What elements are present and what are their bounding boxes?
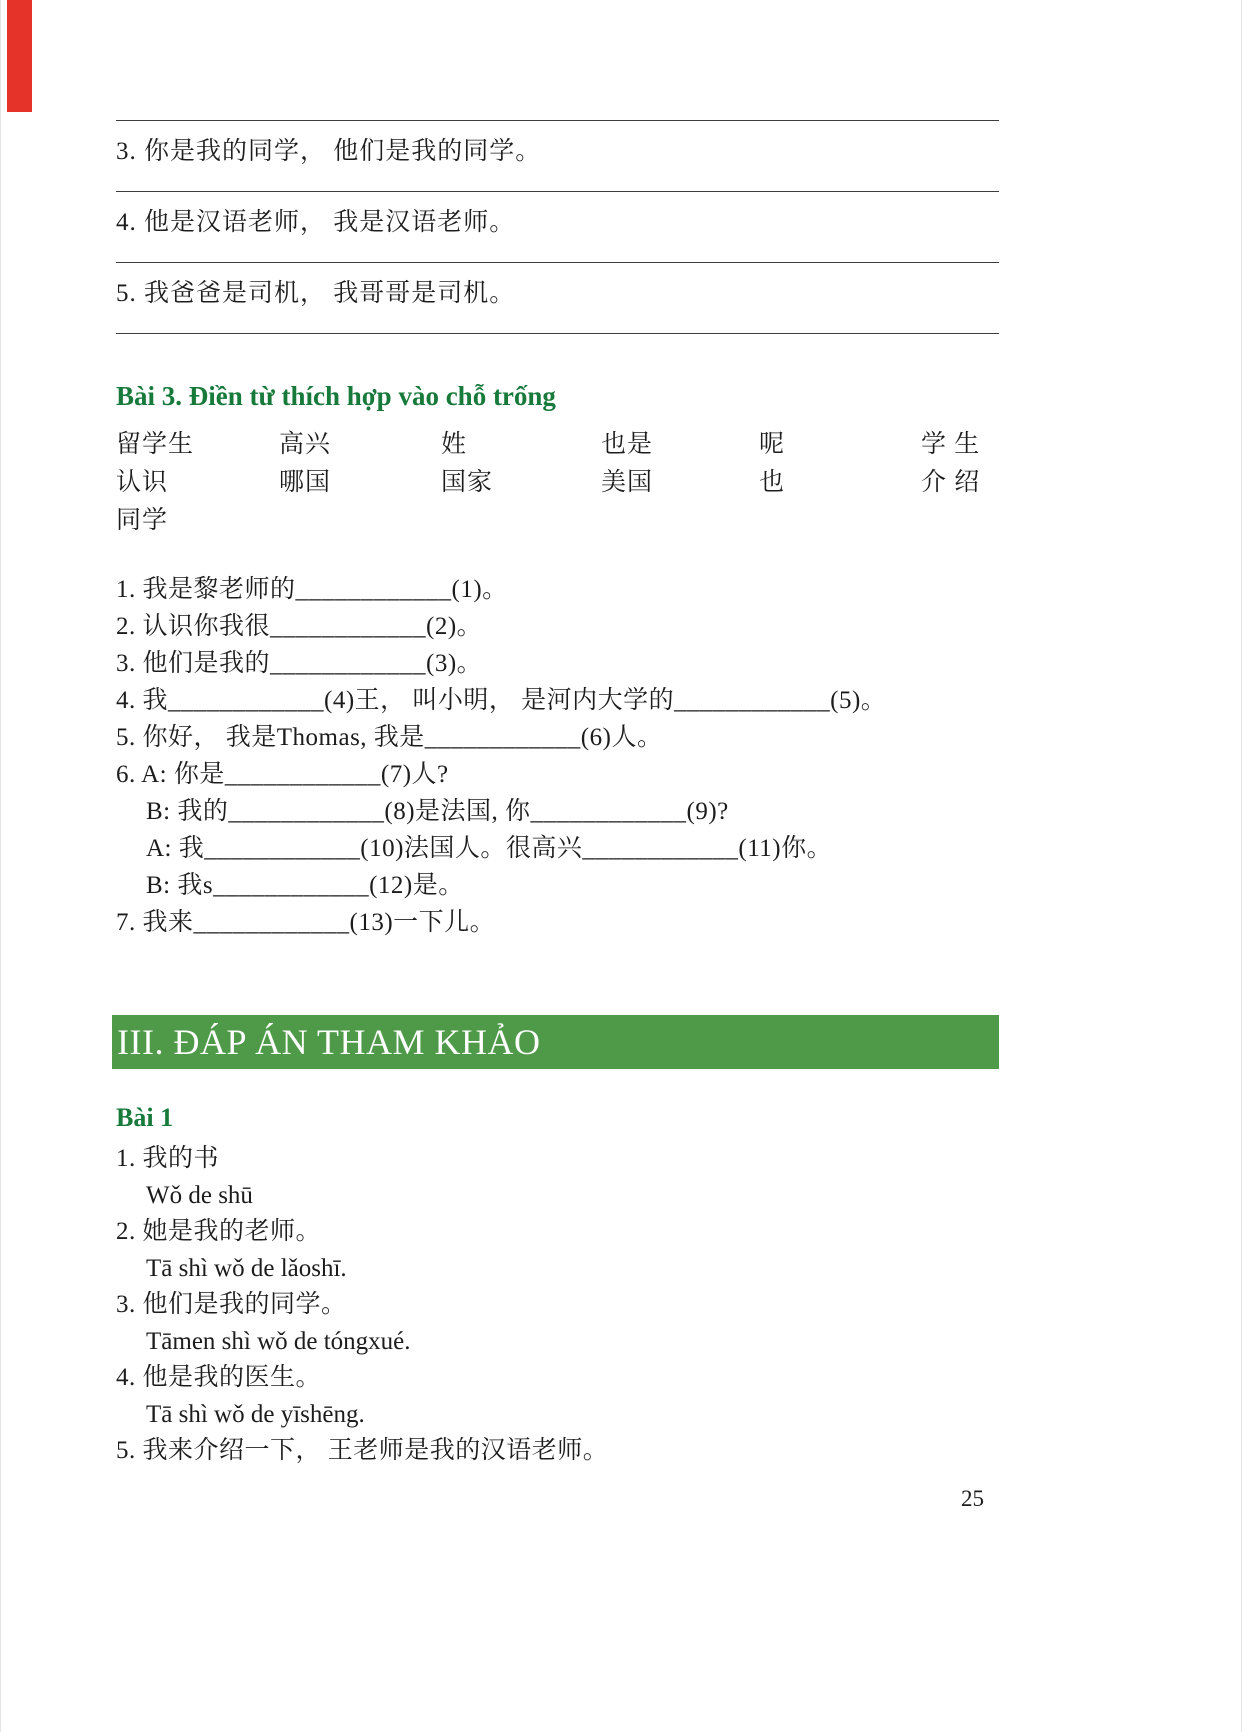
answer-blank-line [116, 120, 999, 121]
answer-key-banner: III. ĐÁP ÁN THAM KHẢO [112, 1015, 999, 1069]
word-bank-cell: 同学 [116, 507, 169, 534]
fill-in-blank-line: A: 我____________(10)法国人。很高兴____________(11)你。 [146, 835, 833, 862]
word-bank-cell: 也是 [601, 431, 654, 458]
word-bank-cell: 留学生 [116, 431, 195, 458]
fill-in-blank-line: B: 我的____________(8)是法国, 你____________(9)? [146, 798, 729, 825]
answer-blank-line [116, 333, 999, 334]
answer-chinese: 1. 我的书 [116, 1145, 220, 1172]
word-bank-cell: 认识 [116, 469, 169, 496]
word-bank-cell: 呢 [759, 431, 786, 458]
answer-chinese: 5. 我来介绍一下， 王老师是我的汉语老师。 [116, 1437, 609, 1464]
answer-chinese: 2. 她是我的老师。 [116, 1218, 322, 1245]
fill-in-blank-line: 2. 认识你我很____________(2)。 [116, 613, 483, 640]
answer-chinese: 4. 他是我的医生。 [116, 1364, 322, 1391]
bai1-section-heading: Bài 1 [116, 1103, 174, 1132]
page-number: 25 [961, 1486, 984, 1511]
word-bank-cell: 美国 [601, 469, 654, 496]
answer-list [116, 1141, 999, 1470]
answer-pinyin: Tāmen shì wǒ de tóngxué. [146, 1327, 411, 1355]
exercise-sentence: 4. 他是汉语老师， 我是汉语老师。 [116, 209, 516, 236]
fill-in-blank-line: 3. 他们是我的____________(3)。 [116, 650, 483, 677]
answer-chinese: 3. 他们是我的同学。 [116, 1291, 347, 1318]
word-bank-cell: 高兴 [279, 431, 332, 458]
answer-pinyin: Tā shì wǒ de yīshēng. [146, 1400, 365, 1428]
answer-blank-line [116, 262, 999, 263]
fill-in-blank-line: 5. 你好， 我是Thomas, 我是____________(6)人。 [116, 724, 663, 751]
answer-blank-line [116, 191, 999, 192]
word-bank-cell: 哪国 [279, 469, 332, 496]
fill-in-blank-line: 4. 我____________(4)王， 叫小明， 是河内大学的____________(5)。 [116, 687, 887, 714]
word-bank [116, 428, 999, 537]
exercise-sentence: 5. 我爸爸是司机， 我哥哥是司机。 [116, 280, 516, 307]
word-bank-cell: 也 [759, 469, 786, 496]
fill-in-blank-line: 7. 我来____________(13)一下儿。 [116, 909, 496, 936]
word-bank-cell: 姓 [441, 431, 468, 458]
word-bank-cell: 国家 [441, 469, 494, 496]
page-content [1, 0, 1241, 1470]
answer-pinyin: Tā shì wǒ de lǎoshī. [146, 1254, 347, 1282]
answer-pinyin: Wǒ de shū [146, 1181, 253, 1209]
fill-in-blank-list [116, 571, 999, 941]
fill-in-blank-line: 1. 我是黎老师的____________(1)。 [116, 576, 508, 603]
bai3-section-heading: Bài 3. Điền từ thích hợp vào chỗ trống [116, 381, 556, 411]
word-bank-cell: 学 生 [921, 431, 981, 458]
word-bank-cell: 介 绍 [921, 469, 981, 496]
red-bookmark-ribbon [7, 0, 32, 112]
fill-in-blank-line: 6. A: 你是____________(7)人? [116, 761, 449, 788]
exercise-sentence: 3. 你是我的同学， 他们是我的同学。 [116, 138, 542, 165]
fill-in-blank-line: B: 我s____________(12)是。 [146, 872, 464, 899]
